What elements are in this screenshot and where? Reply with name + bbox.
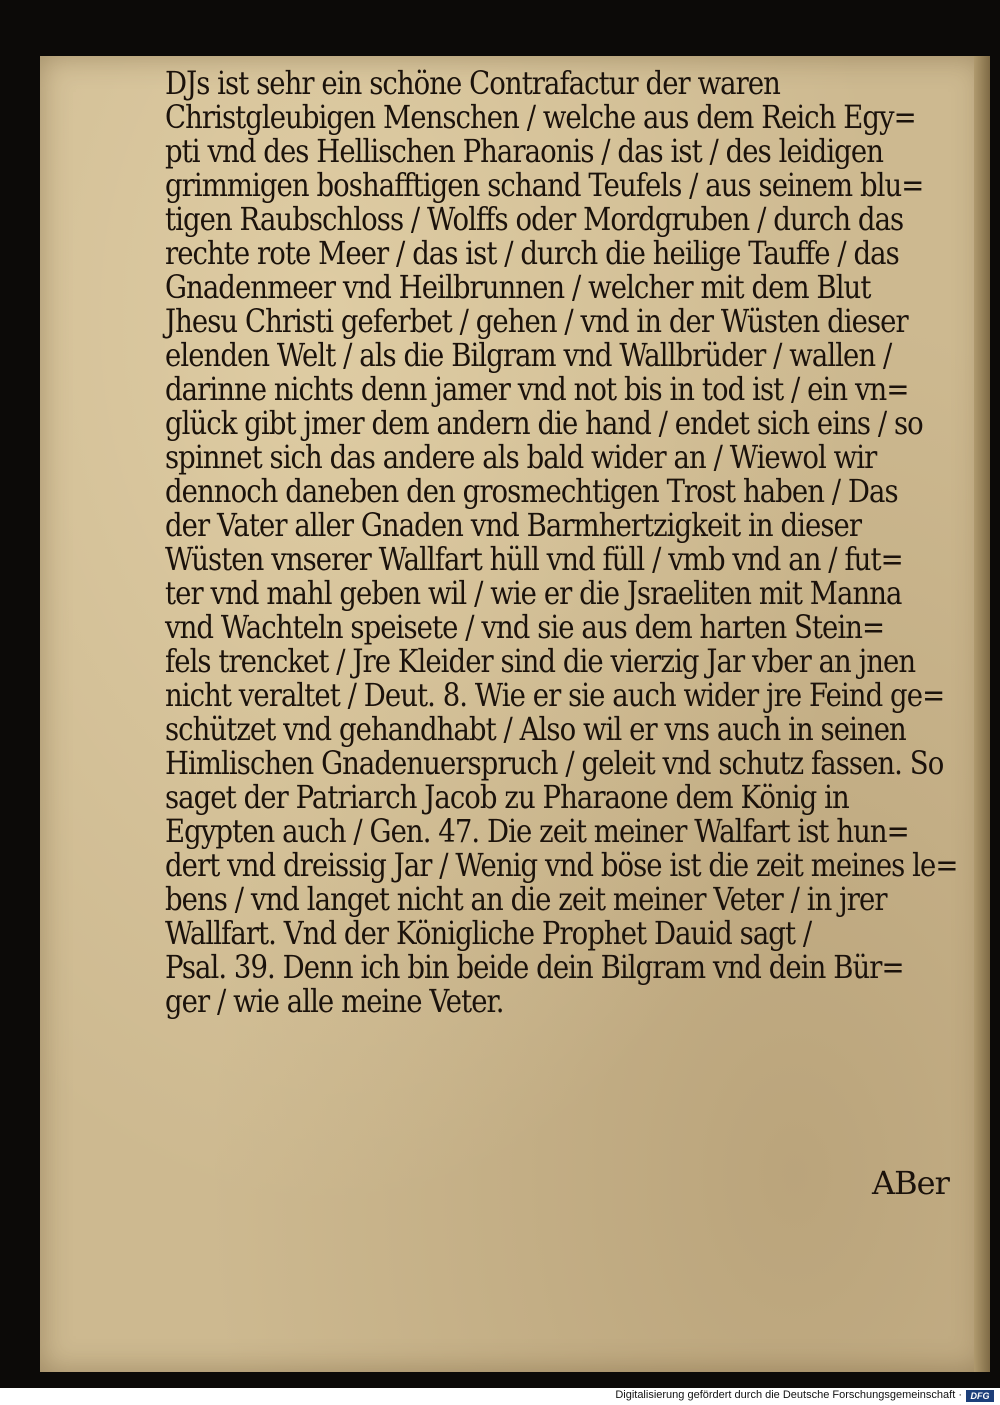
funding-credit: Digitalisierung gefördert durch die Deutsche Forschungsgemeinschaft · bbox=[615, 1389, 962, 1401]
text-line: saget der Patriarch Jacob zu Pharaone dem König in bbox=[165, 778, 849, 816]
text-line: ter vnd mahl geben wil / wie er die Jsraeliten mit Manna bbox=[165, 574, 902, 612]
body-text bbox=[165, 66, 975, 1018]
text-line: bens / vnd langet nicht an die zeit meiner Veter / in jrer bbox=[165, 880, 887, 918]
text-line: Himlischen Gnadenuerspruch / geleit vnd schutz fassen. So bbox=[165, 744, 944, 782]
page-edge bbox=[974, 56, 990, 1372]
text-line: dert vnd dreissig Jar / Wenig vnd böse ist die zeit meines le= bbox=[165, 846, 958, 884]
text-line: grimmigen boshafftigen schand Teufels / aus seinem blu= bbox=[165, 166, 924, 204]
catchword: ABer bbox=[872, 1164, 949, 1202]
text-line: glück gibt jmer dem andern die hand / endet sich eins / so bbox=[165, 404, 923, 442]
text-line: rechte rote Meer / das ist / durch die heilige Tauffe / das bbox=[165, 234, 899, 272]
text-line: pti vnd des Hellischen Pharaonis / das ist / des leidigen bbox=[165, 132, 883, 170]
text-line: der Vater aller Gnaden vnd Barmhertzigkeit in dieser bbox=[165, 506, 862, 544]
text-line: schützet vnd gehandhabt / Also wil er vns auch in seinen bbox=[165, 710, 906, 748]
text-line: dennoch daneben den grosmechtigen Trost haben / Das bbox=[165, 472, 898, 510]
text-line: spinnet sich das andere als bald wider an / Wiewol wir bbox=[165, 438, 877, 476]
text-line: tigen Raubschloss / Wolffs oder Mordgruben / durch das bbox=[165, 200, 904, 238]
footer-bar bbox=[0, 1388, 1000, 1405]
text-line: Gnadenmeer vnd Heilbrunnen / welcher mit dem Blut bbox=[165, 268, 871, 306]
text-line: Wüsten vnserer Wallfart hüll vnd füll / vmb vnd an / fut= bbox=[165, 540, 903, 578]
text-line: Psal. 39. Denn ich bin beide dein Bilgram vnd dein Bür= bbox=[165, 948, 904, 986]
text-line: fels trencket / Jre Kleider sind die vierzig Jar vber an jnen bbox=[165, 642, 916, 680]
text-line: nicht veraltet / Deut. 8. Wie er sie auch wider jre Feind ge= bbox=[165, 676, 945, 714]
text-line: ger / wie alle meine Veter. bbox=[165, 982, 504, 1020]
text-line: Egypten auch / Gen. 47. Die zeit meiner Walfart ist hun= bbox=[165, 812, 909, 850]
text-line: Christgleubigen Menschen / welche aus dem Reich Egy= bbox=[165, 98, 916, 136]
dfg-logo: DFG bbox=[966, 1390, 994, 1402]
text-line: vnd Wachteln speisete / vnd sie aus dem harten Stein= bbox=[165, 608, 885, 646]
text-line: Jhesu Christi geferbet / gehen / vnd in der Wüsten dieser bbox=[165, 302, 908, 340]
text-line: darinne nichts denn jamer vnd not bis in tod ist / ein vn= bbox=[165, 370, 909, 408]
text-line: elenden Welt / als die Bilgram vnd Wallbrüder / wallen / bbox=[165, 336, 892, 374]
text-line: Wallfart. Vnd der Königliche Prophet Dauid sagt / bbox=[165, 914, 812, 952]
text-line: DJs ist sehr ein schöne Contrafactur der waren bbox=[165, 64, 780, 102]
